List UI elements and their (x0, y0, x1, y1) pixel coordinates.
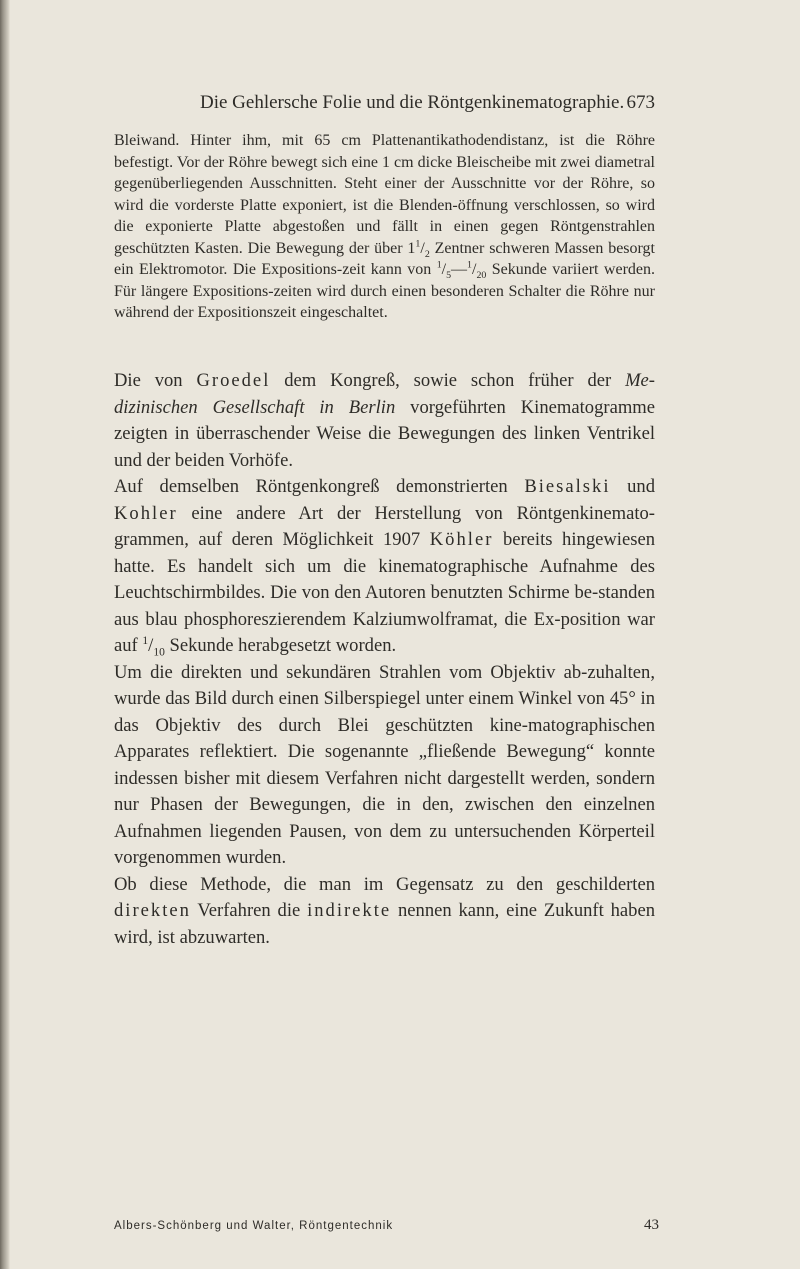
small-print-section (114, 130, 655, 324)
main-text-section (114, 368, 655, 951)
page-number: 673 (626, 92, 655, 113)
page-binding-shadow (0, 0, 10, 1269)
author-name: Kohler (114, 502, 178, 524)
author-name: Groedel (196, 370, 271, 391)
sheet-signature: Albers-Schönberg und Walter, Röntgentechnik (114, 1220, 394, 1232)
paragraph-biesalski: Auf demselben Röntgenkongreß demonstrierten Biesalski und Kohler eine andere Art der Herstellung von Röntgenkinemato-grammen, auf deren Möglichkeit 1907 Köhler bereits hingewiesen hatte. Es handelt sich um die kinematographische Aufnahme des Leuchtschirmbildes. Die von den Autoren benutzten Schirme be-standen aus blau phosphoreszierendem Kalziumwolframat, die Ex-position war auf $^1/_{10}$ Sekunde herabgesetzt worden. (114, 476, 655, 659)
emphasized-term: indirekte (307, 900, 392, 921)
paragraph-objektiv: Um die direkten und sekundären Strahlen vom Objektiv ab-zuhalten, wurde das Bild durch einen Silberspiegel unter einem Winkel von 45° in das Objektiv des durch Blei geschützten kine-matographischen Apparates reflektiert. Die sogenannte „fließende Bewegung“ konnte indessen bisher mit diesem Verfahren nicht dargestellt werden, sondern nur Phasen der Bewegungen, die in den, zwischen den einzelnen Aufnahmen liegenden Pausen, von dem zu untersuchenden Körperteil vorgenommen wurden. (114, 661, 655, 868)
running-head-title: Die Gehlersche Folie und die Röntgenkinematographie. (200, 92, 625, 113)
author-name: Köhler (429, 529, 494, 550)
paragraph-methode: Ob diese Methode, die man im Gegensatz zu den geschilderten direkten Verfahren die indirekte nennen kann, eine Zukunft haben wird, ist abzuwarten. (114, 873, 656, 948)
society-name: Me-dizinischen Gesellschaft in Berlin (114, 370, 655, 418)
paragraph-groedel: Die von Groedel dem Kongreß, sowie schon früher der Me-dizinischen Gesellschaft in Berlin vorgeführten Kinematogramme zeigten in überraschender Weise die Bewegungen des linken Ventrikel und der beiden Vorhöfe. (114, 370, 655, 471)
sheet-number: 43 (644, 1217, 659, 1233)
emphasized-term: direkten (114, 900, 191, 921)
author-name: Biesalski (524, 476, 611, 497)
paragraph-apparatus: Bleiwand. Hinter ihm, mit 65 cm Plattenantikathodendistanz, ist die Röhre befestigt. Vor der Röhre bewegt sich eine 1 cm dicke Bleischeibe mit zwei diametral gegenüberliegenden Ausschnitten. Steht einer der Ausschnitte vor der Röhre, so wird die vorderste Platte exponiert, ist die Blenden-öffnung verschlossen, so wird die exponierte Platte abgestoßen und fällt in einen gegen Röntgenstrahlen geschützten Kasten. Die Bewegung der über $1^1/_2$ Zentner schweren Massen besorgt ein Elektromotor. Die Expositions-zeit kann von $^1/_5—^1/_{20}$ Sekunde variiert werden. Für längere Expositions-zeiten wird durch einen besonderen Schalter die Röhre nur während der Expositionszeit eingeschaltet. (114, 132, 655, 321)
